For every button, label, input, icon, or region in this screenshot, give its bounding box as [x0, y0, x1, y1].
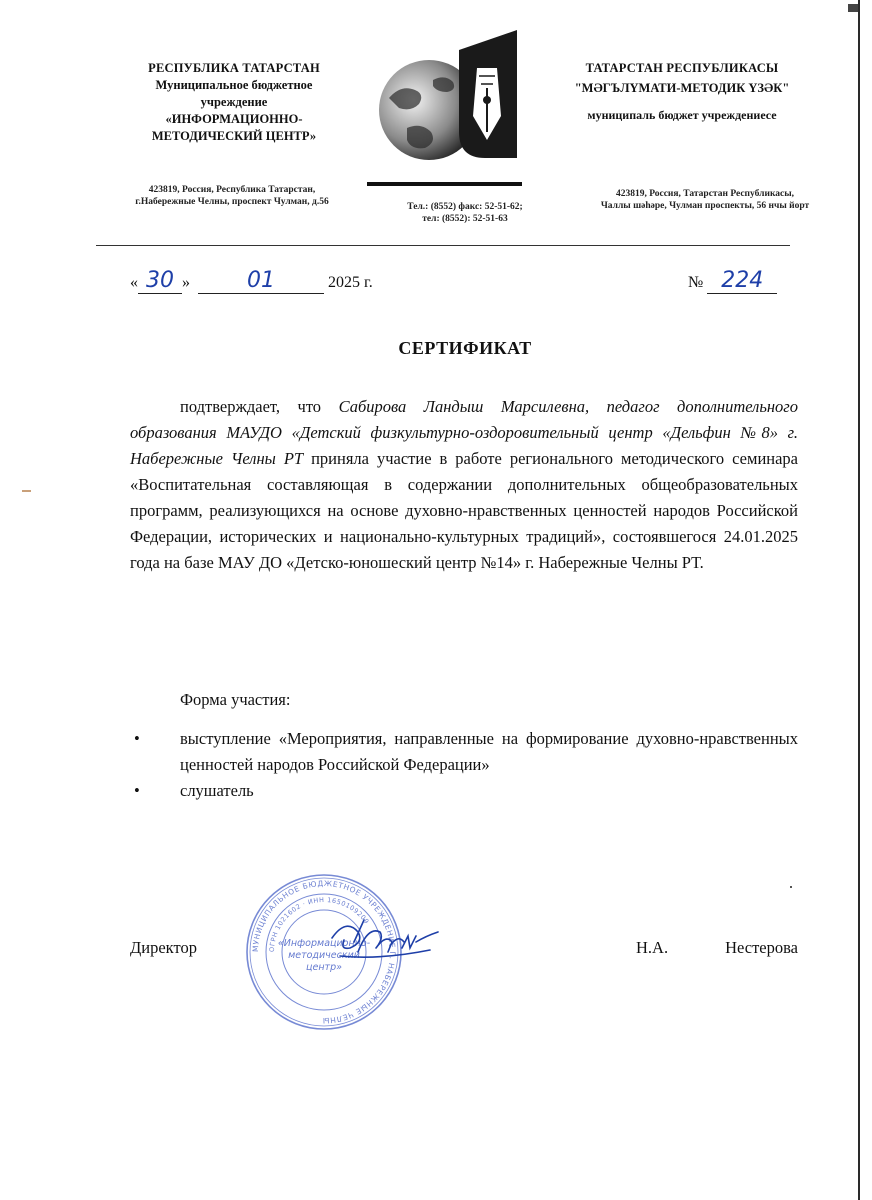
participation-list [130, 726, 798, 804]
header-left [118, 60, 350, 145]
certificate-body [130, 394, 798, 576]
stamp-center-line3: центр» [306, 962, 342, 973]
stamp-ring-outer: МУНИЦИПАЛЬНОЕ БЮДЖЕТНОЕ УЧРЕЖДЕНИЕ Г. НАБЕРЕЖНЫЕ ЧЕЛНЫ [250, 878, 398, 1026]
header-right-title: ТАТАРСТАН РЕСПУБЛИКАСЫ [585, 61, 779, 75]
list-item [130, 726, 798, 778]
participation-label: Форма участия: [180, 690, 291, 709]
stamp-ring-inner: ОГРН 1021602 · ИНН 1650109209 [267, 895, 371, 953]
contacts-line1: Тел.: (8552) факс: 52-51-62; [407, 202, 523, 212]
document-date [130, 268, 373, 294]
number-value: 224 [721, 268, 764, 293]
date-close-quote: » [182, 274, 190, 291]
signer-name [636, 938, 798, 958]
stamp-center-line2: методический [288, 950, 360, 961]
header-contacts [380, 201, 550, 225]
header-left-address1: 423819, Россия, Республика Татарстан, [148, 185, 316, 195]
header-right-line2: муниципаль бюджет учреждениесе [587, 108, 777, 122]
date-year: 2025 г. [328, 274, 373, 291]
header-left-address2: г.Набережные Челны, проспект Чулман, д.56 [135, 197, 329, 207]
body-rest: приняла участие в работе регионального методического семинара «Воспитательная составляющая в содержании дополнительных общеобразовательных программ, реализующихся на основе духовно-нравственных ценностей народов Российской Федерации, исторических и национально-культурных традиций», состоявшегося 24.01.2025 года на базе МАУ ДО «Детско-юношеский центр №14» г. Набережные Челны РТ. [130, 449, 799, 572]
handwritten-signature [324, 912, 444, 972]
bullet-icon: • [134, 729, 140, 748]
header-left-title: РЕСПУБЛИКА ТАТАРСТАН [148, 61, 320, 75]
date-open-quote: « [130, 274, 138, 291]
body-person: Сабирова Ландыш Марсилевна, педагог дополнительного образования МАУДО «Детский физкультурно-оздоровительный центр «Дельфин №8» г. Набережные Челны РТ [130, 397, 798, 468]
scan-dot [790, 886, 792, 888]
scan-speck [22, 490, 31, 492]
signer-position: Директор [130, 938, 197, 957]
document-title: СЕРТИФИКАТ [398, 338, 532, 358]
scan-edge-line [858, 0, 860, 1200]
document-number [688, 268, 777, 294]
body-lead: подтверждает, что [180, 397, 322, 416]
header-left-line2: учреждение [200, 95, 268, 109]
bullet-icon: • [134, 781, 140, 800]
number-label: № [688, 274, 704, 291]
list-item-text: выступление «Мероприятия, направленные на формирование духовно-нравственных ценностей народов Российской Федерации» [180, 729, 798, 774]
header-left-line1: Муниципальное бюджетное [155, 78, 313, 92]
list-item-text: слушатель [180, 781, 254, 800]
stamp-center-line1: «Информационно- [277, 938, 371, 949]
header-left-line3: «ИНФОРМАЦИОННО- [165, 112, 303, 126]
header-left-line4: МЕТОДИЧЕСКИЙ ЦЕНТР» [151, 129, 317, 143]
body-paragraph [130, 394, 798, 576]
logo-underline [367, 182, 522, 186]
header-divider [96, 245, 790, 246]
header-left-address [112, 184, 352, 208]
header-right-address1: 423819, Россия, Татарстан Республикасы, [615, 189, 795, 199]
date-month: 01 [247, 268, 275, 293]
date-day: 30 [146, 268, 174, 293]
header-right-address2: Чаллы шәһәре, Чулман проспекты, 56 нчы йорт [600, 201, 810, 211]
signer-surname: Нестерова [725, 938, 798, 957]
header-right-line1: "МӘГЪЛҮМАТИ-МЕТОДИК ҮЗӘК" [574, 81, 790, 95]
list-item [130, 778, 798, 804]
scan-edge-mark [848, 4, 858, 12]
contacts-line2: тел: (8552): 52-51-63 [422, 214, 508, 224]
header-right [552, 60, 812, 124]
signer-initials: Н.А. [636, 938, 669, 957]
organization-logo [367, 28, 522, 188]
header-right-address [560, 188, 850, 212]
